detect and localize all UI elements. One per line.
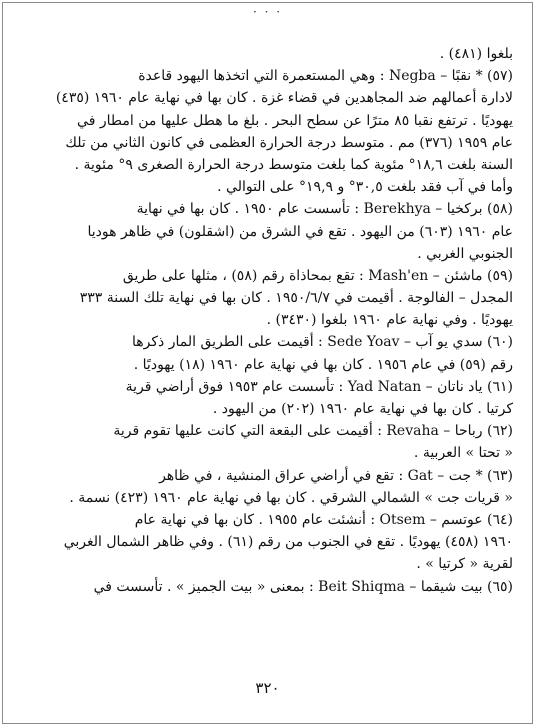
text-line: « قريات جت » الشمالي الشرقي . كان بها في نهاية عام ١٩٦٠ (٤٢٣) نسمة . [69, 489, 513, 506]
text-line: المجدل – الفالوجة . أقيمت في ١٩٥٠/٦/٧ . كان بها في نهاية تلك السنة ٣٣٣ [79, 290, 513, 307]
text-line: (٥٧) * نقبًا – Negba : وهي المستعمرة التي اتخذها اليهود قاعدة [138, 68, 513, 85]
text-line: (٦٤) عوتسم – Otsem : أنشئت عام ١٩٥٥ . كان بها في نهاية عام [134, 511, 513, 528]
text-line: لقرية « كرتيا » . [416, 556, 513, 573]
page-number: ٣٢٠ [255, 679, 280, 697]
text-line: (٦٣) * جت – Gat : تقع في أراضي عراق المنشية ، في ظاهر [159, 467, 513, 484]
text-line: وأما في آب فقد بلغت ٣٠,٥° و ١٩,٩° على التوالي . [217, 179, 513, 196]
page-frame [2, 2, 533, 724]
text-line: يهوديًا . ترتفع نقبا ٨٥ مترًا عن سطح البحر . بلغ ما هطل عليها من امطار في [77, 112, 513, 129]
text-line: السنة بلغت ١٨,٦° مئوية كما بلغت متوسط درجة الحرارة الصغرى ٩° مئوية . [74, 156, 513, 173]
text-line: كرتيا . كان بها في نهاية عام ١٩٦٠ (٢٠٢) من اليهود . [212, 401, 513, 417]
text-line: يهوديًا . وفي نهاية عام ١٩٦٠ بلغوا (٣٤٣٠) . [266, 312, 513, 329]
text-line: « تحتا » العربية . [413, 445, 513, 462]
text-line: (٦٢) رباحا – Revaha : أقيمت على البقعة التي كانت عليها تقوم قرية [113, 423, 513, 440]
text-line: عام ١٩٥٩ (٣٧٦) مم . متوسط درجة الحرارة العظمى في كانون الثاني من تلك [65, 134, 513, 151]
text-line: (٦٠) سدي يو آب – Sede Yoav : أقيمت على الطريق المار ذكرها [132, 334, 513, 351]
document-body [29, 43, 513, 598]
text-line: لادارة أعمالهم ضد المجاهدين في قضاء غزة . كان بها في نهاية عام ١٩٦٠ (٤٣٥) [55, 90, 513, 107]
text-line: الجنوبي الغربي . [417, 245, 513, 262]
text-line: (٥٨) بركخيا – Berekhya : تأسست عام ١٩٥٠ . كان بها في نهاية [136, 201, 513, 218]
text-line: ١٩٦٠ (٤٥٨) يهوديًا . تقع في الجنوب من رقم (٦١) . وفي ظاهر الشمال الغربي [63, 534, 513, 551]
text-line: رقم (٥٩) في عام ١٩٥٦ . كان بها في نهاية عام ١٩٦٠ (١٨) يهوديًا . [133, 356, 513, 373]
text-line: (٥٩) ماشئن – Mash'en : تقع بمحاذاة رقم (٥٨) ، مثلها على طريق [122, 267, 513, 284]
text-line: (٦٥) بيت شيقما – Beit Shiqma : بمعنى « بيت الجميز » . تأسست في [93, 578, 513, 595]
text-line: بلغوا (٤٨١) . [439, 46, 513, 62]
text-line: عام ١٩٦٠ (٦٠٣) من اليهود . تقع في الشرق من (اشقلون) في ظاهر هوديا [87, 223, 513, 240]
header-dots: · · · [252, 5, 283, 19]
text-line: (٦١) ياد ناتان – Yad Natan : تأسست عام ١٩٥٣ فوق أراضي قرية [125, 378, 513, 395]
